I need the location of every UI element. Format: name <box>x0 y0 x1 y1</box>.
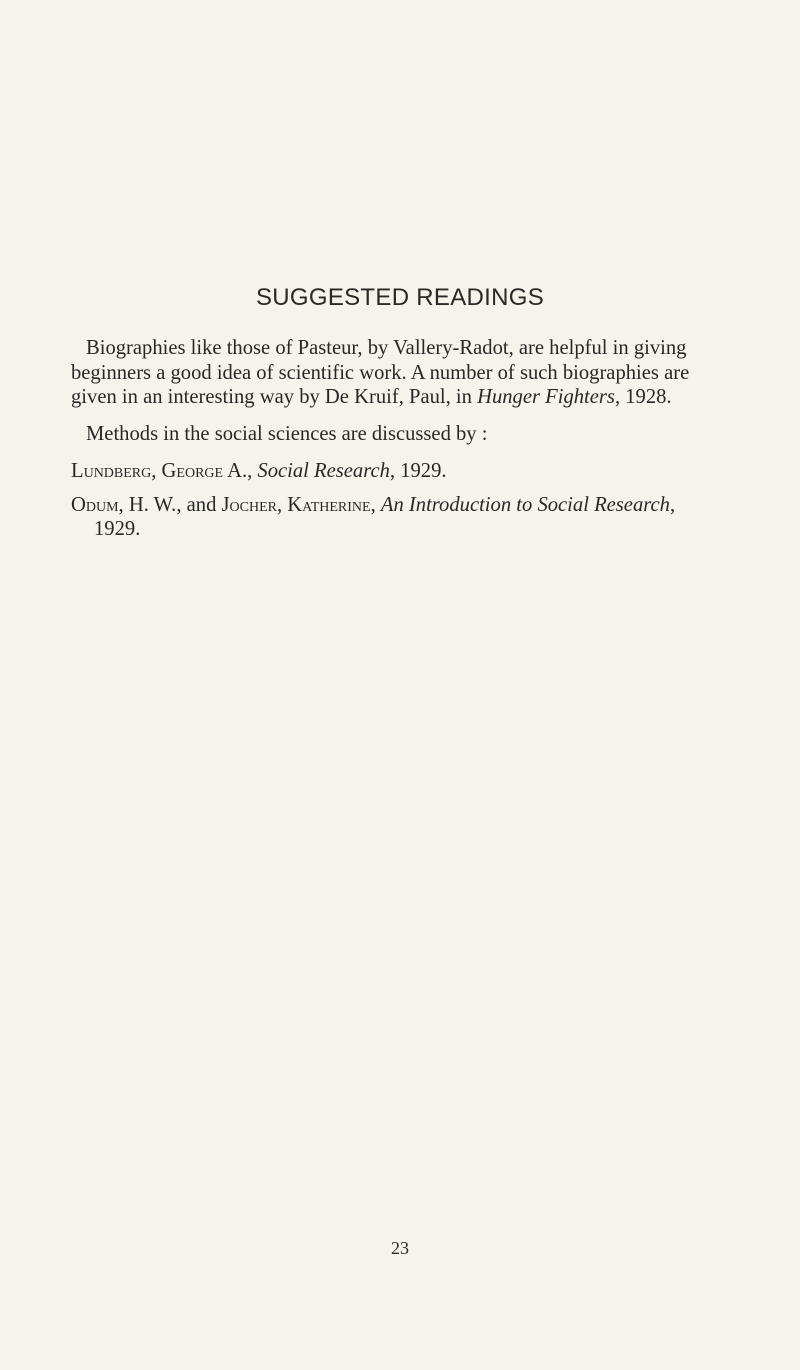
reference-conjunction: , and <box>176 493 222 516</box>
reference-lundberg <box>71 459 711 484</box>
page-number: 23 <box>391 1238 409 1258</box>
intro-paragraph <box>71 336 711 410</box>
body-text <box>71 336 711 551</box>
reference-title: An Introduction to Social Research <box>380 493 670 516</box>
methods-paragraph: Methods in the social sciences are discussed by : <box>86 423 488 445</box>
reference-year: , 1929. <box>389 460 447 482</box>
intro-book-title: Hunger Fighters <box>477 386 615 408</box>
reference-separator: , <box>247 460 258 482</box>
reference-author-1: Odum, H. W. <box>71 493 177 516</box>
reference-year: , 1929. <box>94 493 676 540</box>
reference-odum-jocher <box>71 493 711 542</box>
reference-author: Lundberg, George A. <box>71 460 248 482</box>
reference-separator: , <box>370 493 381 516</box>
section-heading: SUGGESTED READINGS <box>255 284 545 311</box>
reference-title: Social Research <box>257 460 390 482</box>
reference-author-2: Jocher, Katherine <box>221 493 371 516</box>
intro-text-part2: , 1928. <box>614 386 672 408</box>
intro-text-part1: Biographies like those of Pasteur, by Vallery-Radot, are helpful in giving beginners a good idea of scientific work. A number of such biographies are given in an interesting way by De Kruif, Paul, in <box>71 337 690 408</box>
